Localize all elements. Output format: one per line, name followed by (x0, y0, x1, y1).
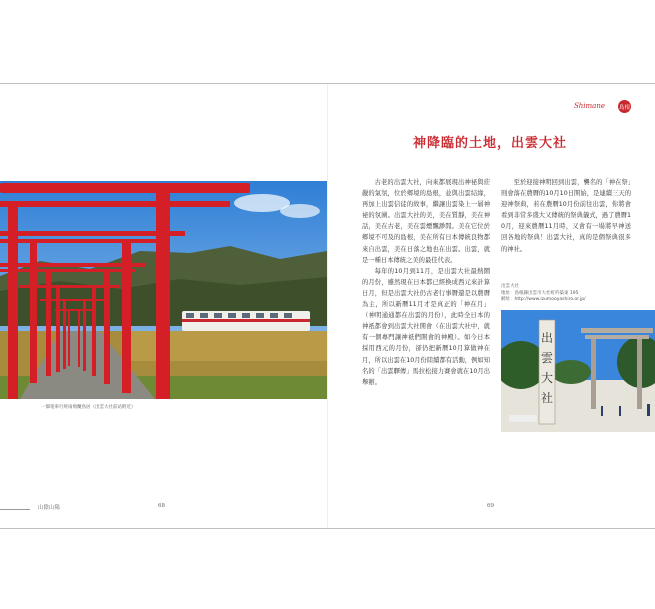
izumo-taisha-photo (501, 310, 655, 432)
svg-text:大: 大 (540, 371, 554, 385)
article-title: 神降臨的土地，出雲大社 (413, 136, 568, 151)
svg-text:出: 出 (540, 331, 554, 345)
shrine-url: 網址：http://www.izumooyashiro.or.jp/ (501, 297, 586, 302)
paragraph: 每年的10月到11月，是出雲大社最熱鬧的月份，雖然現在日本都已經換成西元來計算日月，但是出雲大社仍古老行事曆還是以農曆為主，所以新曆11月才是真正的「神在月」（神明通通都在出雲的月份），此時全日本的神祇都會到出雲大社開會（在出雲大社中，就有一個專門讓神祇們開會的神殿）。如今日本採用西元的月份，卻仍把新曆10月算做神在月，所以出雲在10月份陸續都有活動，例如知名的「出雲驛傳」馬拉松接力賽會就在10月出舉辦。 (362, 267, 490, 386)
page-gutter (327, 84, 328, 528)
shrine-address: 地址：島根縣出雲市大社町杵築東 195 (501, 290, 579, 296)
page-number-left: 68 (158, 503, 165, 509)
body-column-1 (362, 177, 490, 388)
svg-text:雲: 雲 (540, 351, 554, 365)
footer-rule-left (0, 509, 30, 510)
torii-gates-illustration (0, 181, 327, 399)
page-number-right: 69 (487, 503, 494, 509)
brand-label: Shimane (574, 102, 606, 110)
shrine-gate-illustration (501, 310, 655, 432)
footer-section: 山陰山陽 (38, 505, 61, 511)
body-column-2 (501, 177, 631, 255)
svg-text:社: 社 (540, 391, 554, 405)
shrine-info (501, 284, 641, 304)
paragraph: 古老的出雲大社，向來都展現出神祕與莊嚴的氣氛，位於鄉境的島根，並與出雲結緣，再加上出雲信徒的故事，繼讓出雲染上一層神祕的氛圍。出雲大社的美，美在質靜，美在神話，美在古老，美在雲煙飄渺間。美在它位於鄉境不可及的島根，美在所有日本傳統良物都來自出雲，美在日落之地也在出雲。出雲，就是一種日本傳統之美的最佳代表。 (362, 179, 490, 264)
torii-gates-photo (0, 181, 327, 399)
magazine-spread (0, 83, 655, 529)
region-badge: 島根 (618, 100, 631, 113)
shrine-name: 出雲大社 (501, 284, 519, 289)
paragraph: 至於迎接神明回到出雲，襲名的「神在祭」則會落在農曆的10月10日開始，是連續三天的迎神祭典，若在農曆10月份前往出雲，你將會看到非常多盛大又傳統的祭典儀式，過了農曆10月，迎來農曆11月時，又會有一場將早神送回各地的祭典！出雲大社，真的是個祭典很多的神社。 (501, 179, 631, 253)
left-photo-caption: 一畑電車行經雨飛蘭鳥居（出雲大社前站附近） (41, 405, 136, 410)
